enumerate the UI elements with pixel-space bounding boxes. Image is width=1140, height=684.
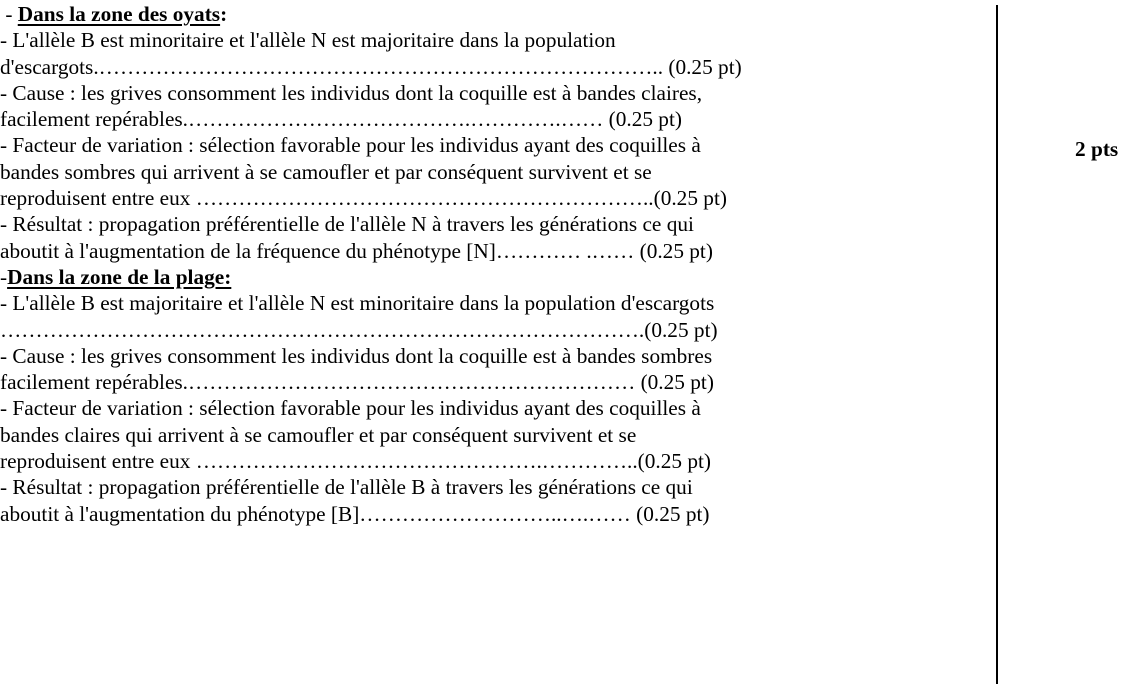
heading-colon: : [220, 2, 228, 26]
answer-line: - Facteur de variation : sélection favorable pour les individus ayant des coquilles à [0, 133, 701, 158]
answer-line: aboutit à l'augmentation de la fréquence du phénotype [N]………… .…… (0.25 pt) [0, 238, 713, 263]
answer-line: - Cause : les grives consomment les individus dont la coquille est à bandes sombres [0, 343, 713, 368]
heading-title: Dans la zone des oyats [17, 2, 221, 26]
answer-line: - Cause : les grives consomment les individus dont la coquille est à bandes claires, [0, 80, 703, 105]
heading-prefix: - [0, 264, 8, 289]
answer-line: bandes sombres qui arrivent à se camoufler et par conséquent survivent et se [0, 159, 652, 184]
answer-line: facilement repérables.……………………………………………………… (0.25 pt) [0, 370, 714, 395]
answer-line: - Résultat : propagation préférentielle de l'allèle B à travers les générations ce qui [0, 475, 693, 500]
column-divider [996, 5, 998, 684]
answer-line: - L'allèle B est minoritaire et l'allèle N est majoritaire dans la population [0, 28, 616, 53]
answer-line: - Résultat : propagation préférentielle de l'allèle N à travers les générations ce qui [0, 212, 694, 237]
answer-content [0, 1, 992, 527]
answer-line: ……………………………………………………………………………….(0.25 pt) [0, 317, 718, 342]
answer-line: - L'allèle B est majoritaire et l'allèle N est minoritaire dans la population d'escargots [0, 291, 715, 316]
heading-title: Dans la zone de la plage: [7, 264, 232, 289]
total-points: 2 pts [1075, 137, 1119, 161]
answer-line: reproduisent entre eux ………………………………………….…………..(0.25 pt) [0, 449, 711, 474]
answer-line: bandes claires qui arrivent à se camoufler et par conséquent survivent et se [0, 422, 637, 447]
section-heading-oyats [0, 1, 992, 27]
answer-line: d'escargots.…………………………………………………………………….. (0.25 pt) [0, 54, 742, 79]
answer-line: facilement repérables.………………………………….………….…… (0.25 pt) [0, 107, 682, 132]
answer-line: reproduisent entre eux ………………………………………………………..(0.25 pt) [0, 186, 727, 211]
section-heading-plage [0, 264, 992, 290]
answer-line: aboutit à l'augmentation du phénotype [B]………………………..….…… (0.25 pt) [0, 501, 710, 526]
answer-line: - Facteur de variation : sélection favorable pour les individus ayant des coquilles à [0, 396, 701, 421]
heading-prefix: - [0, 2, 18, 26]
